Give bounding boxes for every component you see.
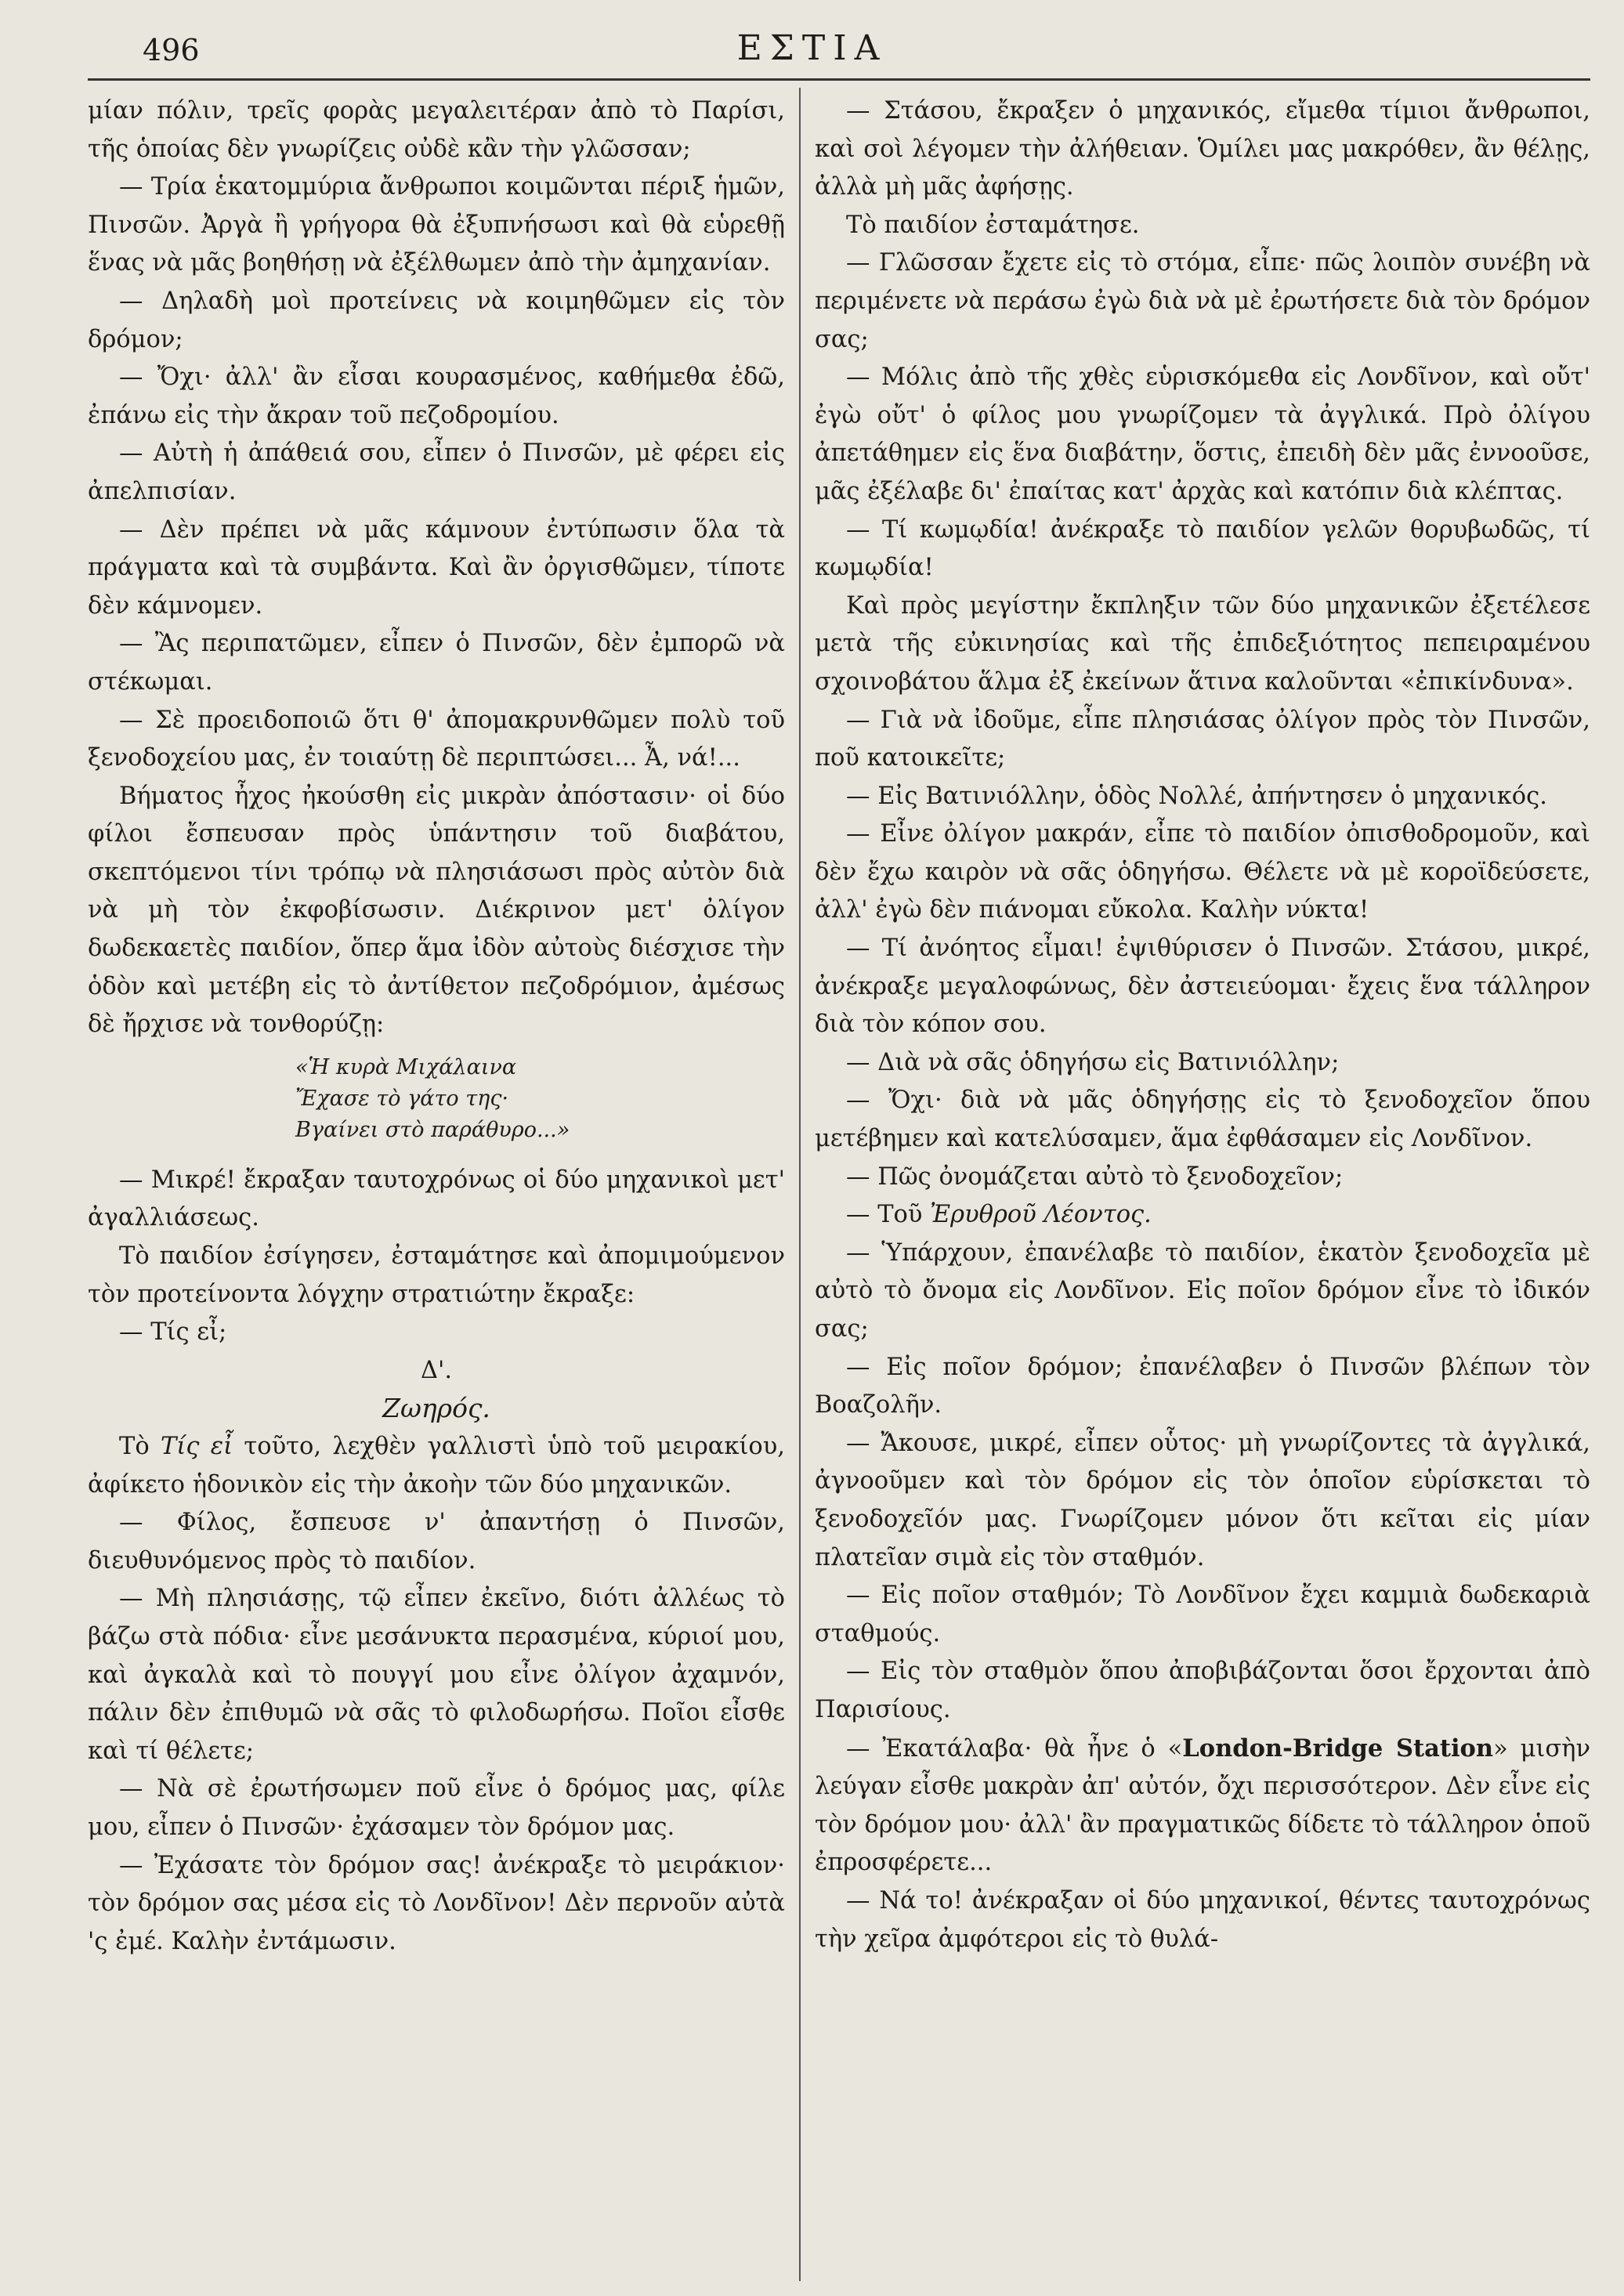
italic-phrase: Ἐρυθροῦ Λέοντος.: [930, 1201, 1152, 1229]
text-run: — Τοῦ: [846, 1201, 931, 1229]
section-title: Ζωηρός.: [382, 1393, 490, 1424]
station-name: London-Bridge Station: [1182, 1734, 1494, 1763]
paragraph: — Εἰς Βατινιόλλην, ὁδὸς Νολλέ, ἀπήντησεν ὁ μηχανικός.: [846, 782, 1547, 810]
paragraph: — Ὄχι· ἀλλ' ἂν εἶσαι κουρασμένος, καθήμεθα ἐδῶ, ἐπάνω εἰς τὴν ἄκραν τοῦ πεζοδρομίου.: [88, 363, 785, 429]
paragraph: — Τίς εἶ;: [119, 1318, 227, 1347]
paragraph: — Ἂς περιπατῶμεν, εἶπεν ὁ Πινσῶν, δὲν ἐμπορῶ νὰ στέκωμαι.: [88, 630, 785, 696]
paragraph: — Τί ἀνόητος εἶμαι! ἐψιθύρισεν ὁ Πινσῶν. Στάσου, μικρέ, ἀνέκραξε μεγαλοφώνως, δὲν ἀστειεύομαι· ἔχεις ἕνα τάλληρον διὰ τὸν κόπον σου.: [815, 935, 1590, 1039]
paragraph: — Εἰς ποῖον σταθμόν; Τὸ Λονδῖνον ἔχει καμμιὰ δωδεκαριὰ σταθμούς.: [815, 1582, 1590, 1647]
text-run: — Ἐκατάλαβα· θὰ ἦνε ὁ «: [846, 1734, 1183, 1763]
verse-line: «Ἡ κυρὰ Μιχάλαινα: [295, 1054, 517, 1079]
section-number: Δ'.: [420, 1356, 453, 1384]
paragraph: — Μικρέ! ἔκραξαν ταυτοχρόνως οἱ δύο μηχανικοὶ μετ' ἀγαλλιάσεως.: [88, 1166, 785, 1232]
paragraph: — Μὴ πλησιάσῃς, τῷ εἶπεν ἐκεῖνο, διότι ἀλλέως τὸ βάζω στὰ πόδια· εἶνε μεσάνυκτα περασμένα, κύριοί μου, καὶ ἀγκαλὰ καὶ τὸ πουγγί μου εἶνε ὀλίγον ἀχαμνόν, πάλιν δὲν ἐπιθυμῶ νὰ σᾶς τὸ φιλοδωρήσω. Ποῖοι εἶσθε καὶ τί θέλετε;: [88, 1585, 785, 1765]
paragraph: — Δὲν πρέπει νὰ μᾶς κάμνουν ἐντύπωσιν ὅλα τὰ πράγματα καὶ τὰ συμβάντα. Καὶ ἂν ὀργισθῶμεν, τίποτε δὲν κάμνομεν.: [88, 515, 785, 620]
paragraph: — Ἄκουσε, μικρέ, εἶπεν οὗτος· μὴ γνωρίζοντες τὰ ἀγγλικά, ἀγνοοῦμεν καὶ τὸν δρόμον εἰς τὸν ὁποῖον εὑρίσκεται τὸ ξενοδοχεῖόν μας. Γνωρίζομεν μόνον ὅτι κεῖται εἰς μίαν πλατεῖαν σιμὰ εἰς τὸν σταθμόν.: [815, 1429, 1590, 1571]
paragraph: — Τί κωμῳδία! ἀνέκραξε τὸ παιδίον γελῶν θορυβωδῶς, τί κωμῳδία!: [815, 515, 1590, 582]
paragraph: — Γλῶσσαν ἔχετε εἰς τὸ στόμα, εἶπε· πῶς λοιπὸν συνέβη νὰ περιμένετε νὰ περάσω ἐγὼ διὰ νὰ μὲ ἐρωτήσετε διὰ τὸν δρόμον σας;: [815, 249, 1590, 353]
paragraph: — Ὑπάρχουν, ἐπανέλαβε τὸ παιδίον, ἑκατὸν ξενοδοχεῖα μὲ αὐτὸ τὸ ὄνομα εἰς Λονδῖνον. Εἰς ποῖον δρόμον εἶνε τὸ ἰδικόν σας;: [815, 1238, 1590, 1343]
text-run: τοῦτο, λεχθὲν γαλλιστὶ ὑπὸ τοῦ μειρακίου, ἀφίκετο ἡδονικὸν εἰς τὴν ἀκοὴν τῶν δύο μηχανικῶν.: [88, 1433, 785, 1499]
paragraph: — Ἐχάσατε τὸν δρόμον σας! ἀνέκραξε τὸ μειράκιον· τὸν δρόμον σας μέσα εἰς τὸ Λονδῖνον! Δὲν περνοῦν αὐτὰ 'ς ἐμέ. Καλὴν ἐντάμωσιν.: [88, 1851, 785, 1955]
paragraph: — Πῶς ὀνομάζεται αὐτὸ τὸ ξενοδοχεῖον;: [846, 1162, 1344, 1191]
italic-phrase: Τίς εἶ: [161, 1433, 233, 1460]
running-title: ΕΣΤΙΑ: [736, 28, 888, 68]
paragraph: — Διὰ νὰ σᾶς ὁδηγήσω εἰς Βατινιόλλην;: [846, 1048, 1340, 1076]
right-column: [815, 92, 1590, 1958]
text-run: » μισὴν λεύγαν εἶσθε μακρὰν ἀπ' αὐτόν, ὄχι περισσότερον. Δὲν εἶνε εἰς τὸν δρόμον μου· ἀλλ' ἂν πραγματικῶς δίδετε τὸ τάλληρον ὁποῦ ἐπροσφέρετε...: [815, 1734, 1590, 1877]
header-rule: [88, 78, 1590, 81]
paragraph: [815, 1730, 1590, 1882]
paragraph: — Αὐτὴ ἡ ἀπάθειά σου, εἶπεν ὁ Πινσῶν, μὲ φέρει εἰς ἀπελπισίαν.: [88, 439, 785, 505]
paragraph: — Γιὰ νὰ ἰδοῦμε, εἶπε πλησιάσας ὀλίγον πρὸς τὸν Πινσῶν, ποῦ κατοικεῖτε;: [815, 706, 1590, 772]
column-divider: [799, 88, 801, 2281]
paragraph: — Δηλαδὴ μοὶ προτείνεις νὰ κοιμηθῶμεν εἰς τὸν δρόμον;: [88, 287, 785, 353]
paragraph: Βήματος ἦχος ἠκούσθη εἰς μικρὰν ἀπόστασιν· οἱ δύο φίλοι ἔσπευσαν πρὸς ὑπάντησιν τοῦ διαβάτου, σκεπτόμενοι τίνι τρόπῳ νὰ πλησιάσωσι πρὸς αὐτὸν διὰ νὰ μὴ τὸν ἐκφοβίσωσιν. Διέκρινον μετ' ὀλίγον δωδεκαετὲς παιδίον, ὅπερ ἅμα ἰδὸν αὐτοὺς διέσχισε τὴν ὁδὸν καὶ μετέβη εἰς τὸ ἀντίθετον πεζοδρόμιον, ἀμέσως δὲ ἤρχισε νὰ τονθορύζῃ:: [88, 782, 785, 1039]
paragraph: — Σὲ προειδοποιῶ ὅτι θ' ἀπομακρυνθῶμεν πολὺ τοῦ ξενοδοχείου μας, ἐν τοιαύτῃ δὲ περιπτώσει... Ἆ, νά!...: [88, 706, 785, 772]
paragraph: μίαν πόλιν, τρεῖς φορὰς μεγαλειτέραν ἀπὸ τὸ Παρίσι, τῆς ὁποίας δὲν γνωρίζεις οὐδὲ κἂν τὴν γλῶσσαν;: [88, 97, 785, 163]
paragraph: Τὸ παιδίον ἐσταμάτησε.: [846, 211, 1140, 239]
paragraph: Τὸ παιδίον ἐσίγησεν, ἐσταμάτησε καὶ ἀπομιμούμενον τὸν προτείνοντα λόγχην στρατιώτην ἔκραξε:: [88, 1242, 785, 1308]
song-verse: [295, 1052, 785, 1146]
paragraph: — Εἰς ποῖον δρόμον; ἐπανέλαβεν ὁ Πινσῶν βλέπων τὸν Βοαζολῆν.: [815, 1353, 1590, 1419]
paragraph: — Μόλις ἀπὸ τῆς χθὲς εὑρισκόμεθα εἰς Λονδῖνον, καὶ οὔτ' ἐγὼ οὔτ' ὁ φίλος μου γνωρίζομεν τὰ ἀγγλικά. Πρὸ ὀλίγου ἀπετάθημεν εἰς ἕνα διαβάτην, ὅστις, ἐπειδὴ δὲν μᾶς ἐννοοῦσε, μᾶς ἐξέλαβε δι' ἐπαίτας κατ' ἀρχὰς καὶ κατόπιν διὰ κλέπτας.: [815, 363, 1590, 505]
paragraph: — Τρία ἑκατομμύρια ἄνθρωποι κοιμῶνται πέριξ ἡμῶν, Πινσῶν. Ἀργὰ ἢ γρήγορα θὰ ἐξυπνήσωσι καὶ θὰ εὑρεθῇ ἕνας νὰ μᾶς βοηθήσῃ νὰ ἐξέλθωμεν ἀπὸ τὴν ἀμηχανίαν.: [88, 173, 785, 277]
paragraph: — Ὄχι· διὰ νὰ μᾶς ὁδηγήσῃς εἰς τὸ ξενοδοχεῖον ὅπου μετέβημεν καὶ κατελύσαμεν, ἅμα ἐφθάσαμεν εἰς Λονδῖνον.: [815, 1087, 1590, 1153]
verse-line: Βγαίνει στὸ παράθυρο...»: [295, 1117, 570, 1142]
text-run: Τὸ: [119, 1433, 161, 1460]
paragraph: Καὶ πρὸς μεγίστην ἔκπληξιν τῶν δύο μηχανικῶν ἐξετέλεσε μετὰ τῆς εὐκινησίας καὶ τῆς ἐπιδεξιότητος πεπειραμένου σχοινοβάτου ἅλμα ἐξ ἐκείνων ἅτινα καλοῦνται «ἐπικίνδυνα».: [815, 591, 1590, 696]
paragraph: — Νά το! ἀνέκραξαν οἱ δύο μηχανικοί, θέντες ταυτοχρόνως τὴν χεῖρα ἀμφότεροι εἰς τὸ θυλά-: [815, 1886, 1590, 1953]
paragraph: — Στάσου, ἔκραξεν ὁ μηχανικός, εἴμεθα τίμιοι ἄνθρωποι, καὶ σοὶ λέγομεν τὴν ἀλήθειαν. Ὁμίλει μας μακρόθεν, ἂν θέλῃς, ἀλλὰ μὴ μᾶς ἀφήσῃς.: [815, 97, 1590, 201]
paragraph: [815, 1196, 1590, 1235]
paragraph: — Εἶνε ὀλίγον μακράν, εἶπε τὸ παιδίον ὀπισθοδρομοῦν, καὶ δὲν ἔχω καιρὸν νὰ σᾶς ὁδηγήσω. Θέλετε νὰ μὲ κοροϊδεύσετε, ἀλλ' ἐγὼ δὲν πιάνομαι εὔκολα. Καλὴν νύκτα!: [815, 820, 1590, 924]
verse-line: Ἔχασε τὸ γάτο της·: [295, 1086, 509, 1111]
page-number: 496: [143, 33, 200, 67]
paragraph: — Φίλος, ἔσπευσε ν' ἀπαντήσῃ ὁ Πινσῶν, διευθυνόμενος πρὸς τὸ παιδίον.: [88, 1509, 785, 1575]
paragraph: — Εἰς τὸν σταθμὸν ὅπου ἀποβιβάζονται ὅσοι ἔρχονται ἀπὸ Παρισίους.: [815, 1658, 1590, 1723]
left-column: [88, 92, 785, 1961]
paragraph: [88, 1428, 785, 1504]
paragraph: — Νὰ σὲ ἐρωτήσωμεν ποῦ εἶνε ὁ δρόμος μας, φίλε μου, εἶπεν ὁ Πινσῶν· ἐχάσαμεν τὸν δρόμον μας.: [88, 1775, 785, 1841]
